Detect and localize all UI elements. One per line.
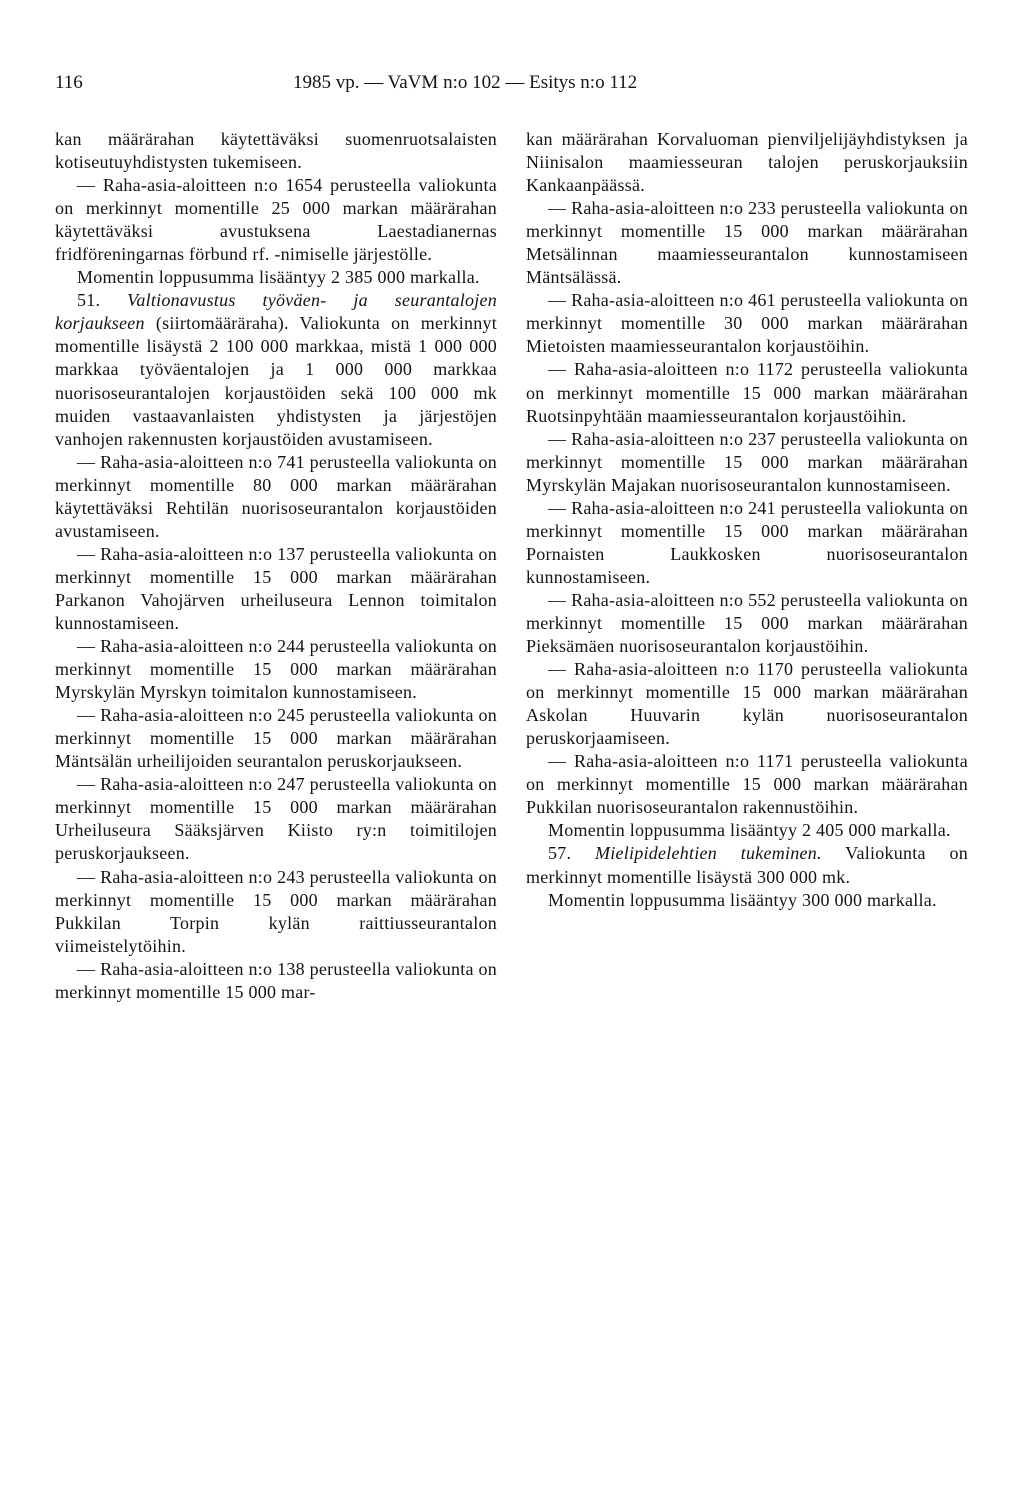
paragraph: — Raha-asia-aloitteen n:o 1170 perusteella valiokunta on merkinnyt momentille 15 000 markan määrärahan Askolan Huuvarin kylän nuorisoseurantalon peruskorjaamiseen. [526,659,968,749]
paragraph: — Raha-asia-aloitteen n:o 461 perusteella valiokunta on merkinnyt momentille 30 000 markan määrärahan Mietoisten maamiesseurantalon korjaustöihin. [526,290,968,357]
left-column [55,128,497,1004]
running-head [0,70,1024,96]
paragraph: — Raha-asia-aloitteen n:o 1171 perusteella valiokunta on merkinnyt momentille 15 000 markan määrärahan Pukkilan nuorisoseurantalon rakennustöihin. [526,751,968,818]
section-heading: Mielipidelehtien tukeminen. [595,843,822,864]
running-head-title: 1985 vp. — VaVM n:o 102 — Esitys n:o 112 [293,72,638,93]
paragraph: — Raha-asia-aloitteen n:o 243 perusteella valiokunta on merkinnyt momentille 15 000 markan määrärahan Pukkilan Torpin kylän raittiusseurantalon viimeistelytöihin. [55,866,497,956]
paragraph: — Raha-asia-aloitteen n:o 138 perusteella valiokunta on merkinnyt momentille 15 000 mar- [55,958,497,1002]
section-heading: Valtionavustus työväen- ja seurantalojen korjaukseen [55,290,497,334]
section-51-paragraph [55,289,497,450]
section-text: Valiokunta on merkinnyt momentille lisäystä 2 100 000 markkaa, mistä 1 000 000 markkaa työväentalojen ja 1 000 000 markkaa nuorisoseurantalojen korjaustöiden sekä 100 000 mk muiden vastaavanlaisten yhdistysten ja järjestöjen vanhojen rakennusten korjaustöiden avustamiseen. [55,313,497,449]
section-number: 57. [548,843,572,864]
paragraph: — Raha-asia-aloitteen n:o 245 perusteella valiokunta on merkinnyt momentille 15 000 markan määrärahan Mäntsälän urheilijoiden seurantalon peruskorjaukseen. [55,705,497,772]
section-heading-note: (siirtomääräraha). [155,313,289,334]
paragraph: — Raha-asia-aloitteen n:o 137 perusteella valiokunta on merkinnyt momentille 15 000 markan määrärahan Parkanon Vahojärven urheiluseura Lennon toimitalon kunnostamiseen. [55,543,497,633]
paragraph: Momentin loppusumma lisääntyy 2 405 000 markalla. [548,820,951,841]
paragraph: — Raha-asia-aloitteen n:o 552 perusteella valiokunta on merkinnyt momentille 15 000 markan määrärahan Pieksämäen nuorisoseurantalon korjaustöihin. [526,589,968,657]
paragraph: — Raha-asia-aloitteen n:o 244 perusteella valiokunta on merkinnyt momentille 15 000 markan määrärahan Myrskylän Myrskyn toimitalon kunnostamiseen. [55,636,497,703]
paragraph: kan määrärahan käytettäväksi suomenruotsalaisten kotiseutuyhdistysten tukemiseen. [55,129,497,173]
page-number: 116 [55,72,83,93]
section-number: 51. [77,290,101,311]
paragraph: Momentin loppusumma lisääntyy 2 385 000 markalla. [77,267,480,288]
paragraph: Momentin loppusumma lisääntyy 300 000 markalla. [548,889,937,910]
paragraph: — Raha-asia-aloitteen n:o 247 perusteella valiokunta on merkinnyt momentille 15 000 markan määrärahan Urheiluseura Sääksjärven Kiisto ry:n toimitilojen peruskorjaukseen. [55,774,497,864]
paragraph: — Raha-asia-aloitteen n:o 1654 perusteella valiokunta on merkinnyt momentille 25 000 markan määrärahan käytettäväksi avustuksena Laestadianernas fridföreningarnas förbund rf. -nimiselle järjestölle. [55,175,497,265]
paragraph: — Raha-asia-aloitteen n:o 233 perusteella valiokunta on merkinnyt momentille 15 000 markan määrärahan Metsälinnan maamiesseurantalon kunnostamiseen Mäntsälässä. [526,198,968,288]
section-text: Valiokunta on merkinnyt momentille lisäystä 300 000 mk. [526,843,968,887]
right-column [526,128,968,912]
paragraph: — Raha-asia-aloitteen n:o 741 perusteella valiokunta on merkinnyt momentille 80 000 markan määrärahan käytettäväksi Rehtilän nuorisoseurantalon korjaustöiden avustamiseen. [55,451,497,541]
paragraph: kan määrärahan Korvaluoman pienviljelijäyhdistyksen ja Niinisalon maamiesseuran talojen peruskorjauksiin Kankaanpäässä. [526,129,968,196]
paragraph: — Raha-asia-aloitteen n:o 241 perusteella valiokunta on merkinnyt momentille 15 000 markan määrärahan Pornaisten Laukkosken nuorisoseurantalon kunnostamiseen. [526,497,968,587]
paragraph: — Raha-asia-aloitteen n:o 1172 perusteella valiokunta on merkinnyt momentille 15 000 markan määrärahan Ruotsinpyhtään maamiesseurantalon korjaustöihin. [526,359,968,426]
paragraph: — Raha-asia-aloitteen n:o 237 perusteella valiokunta on merkinnyt momentille 15 000 markan määrärahan Myrskylän Majakan nuorisoseurantalon kunnostamiseen. [526,428,968,495]
section-57-paragraph [526,842,968,888]
